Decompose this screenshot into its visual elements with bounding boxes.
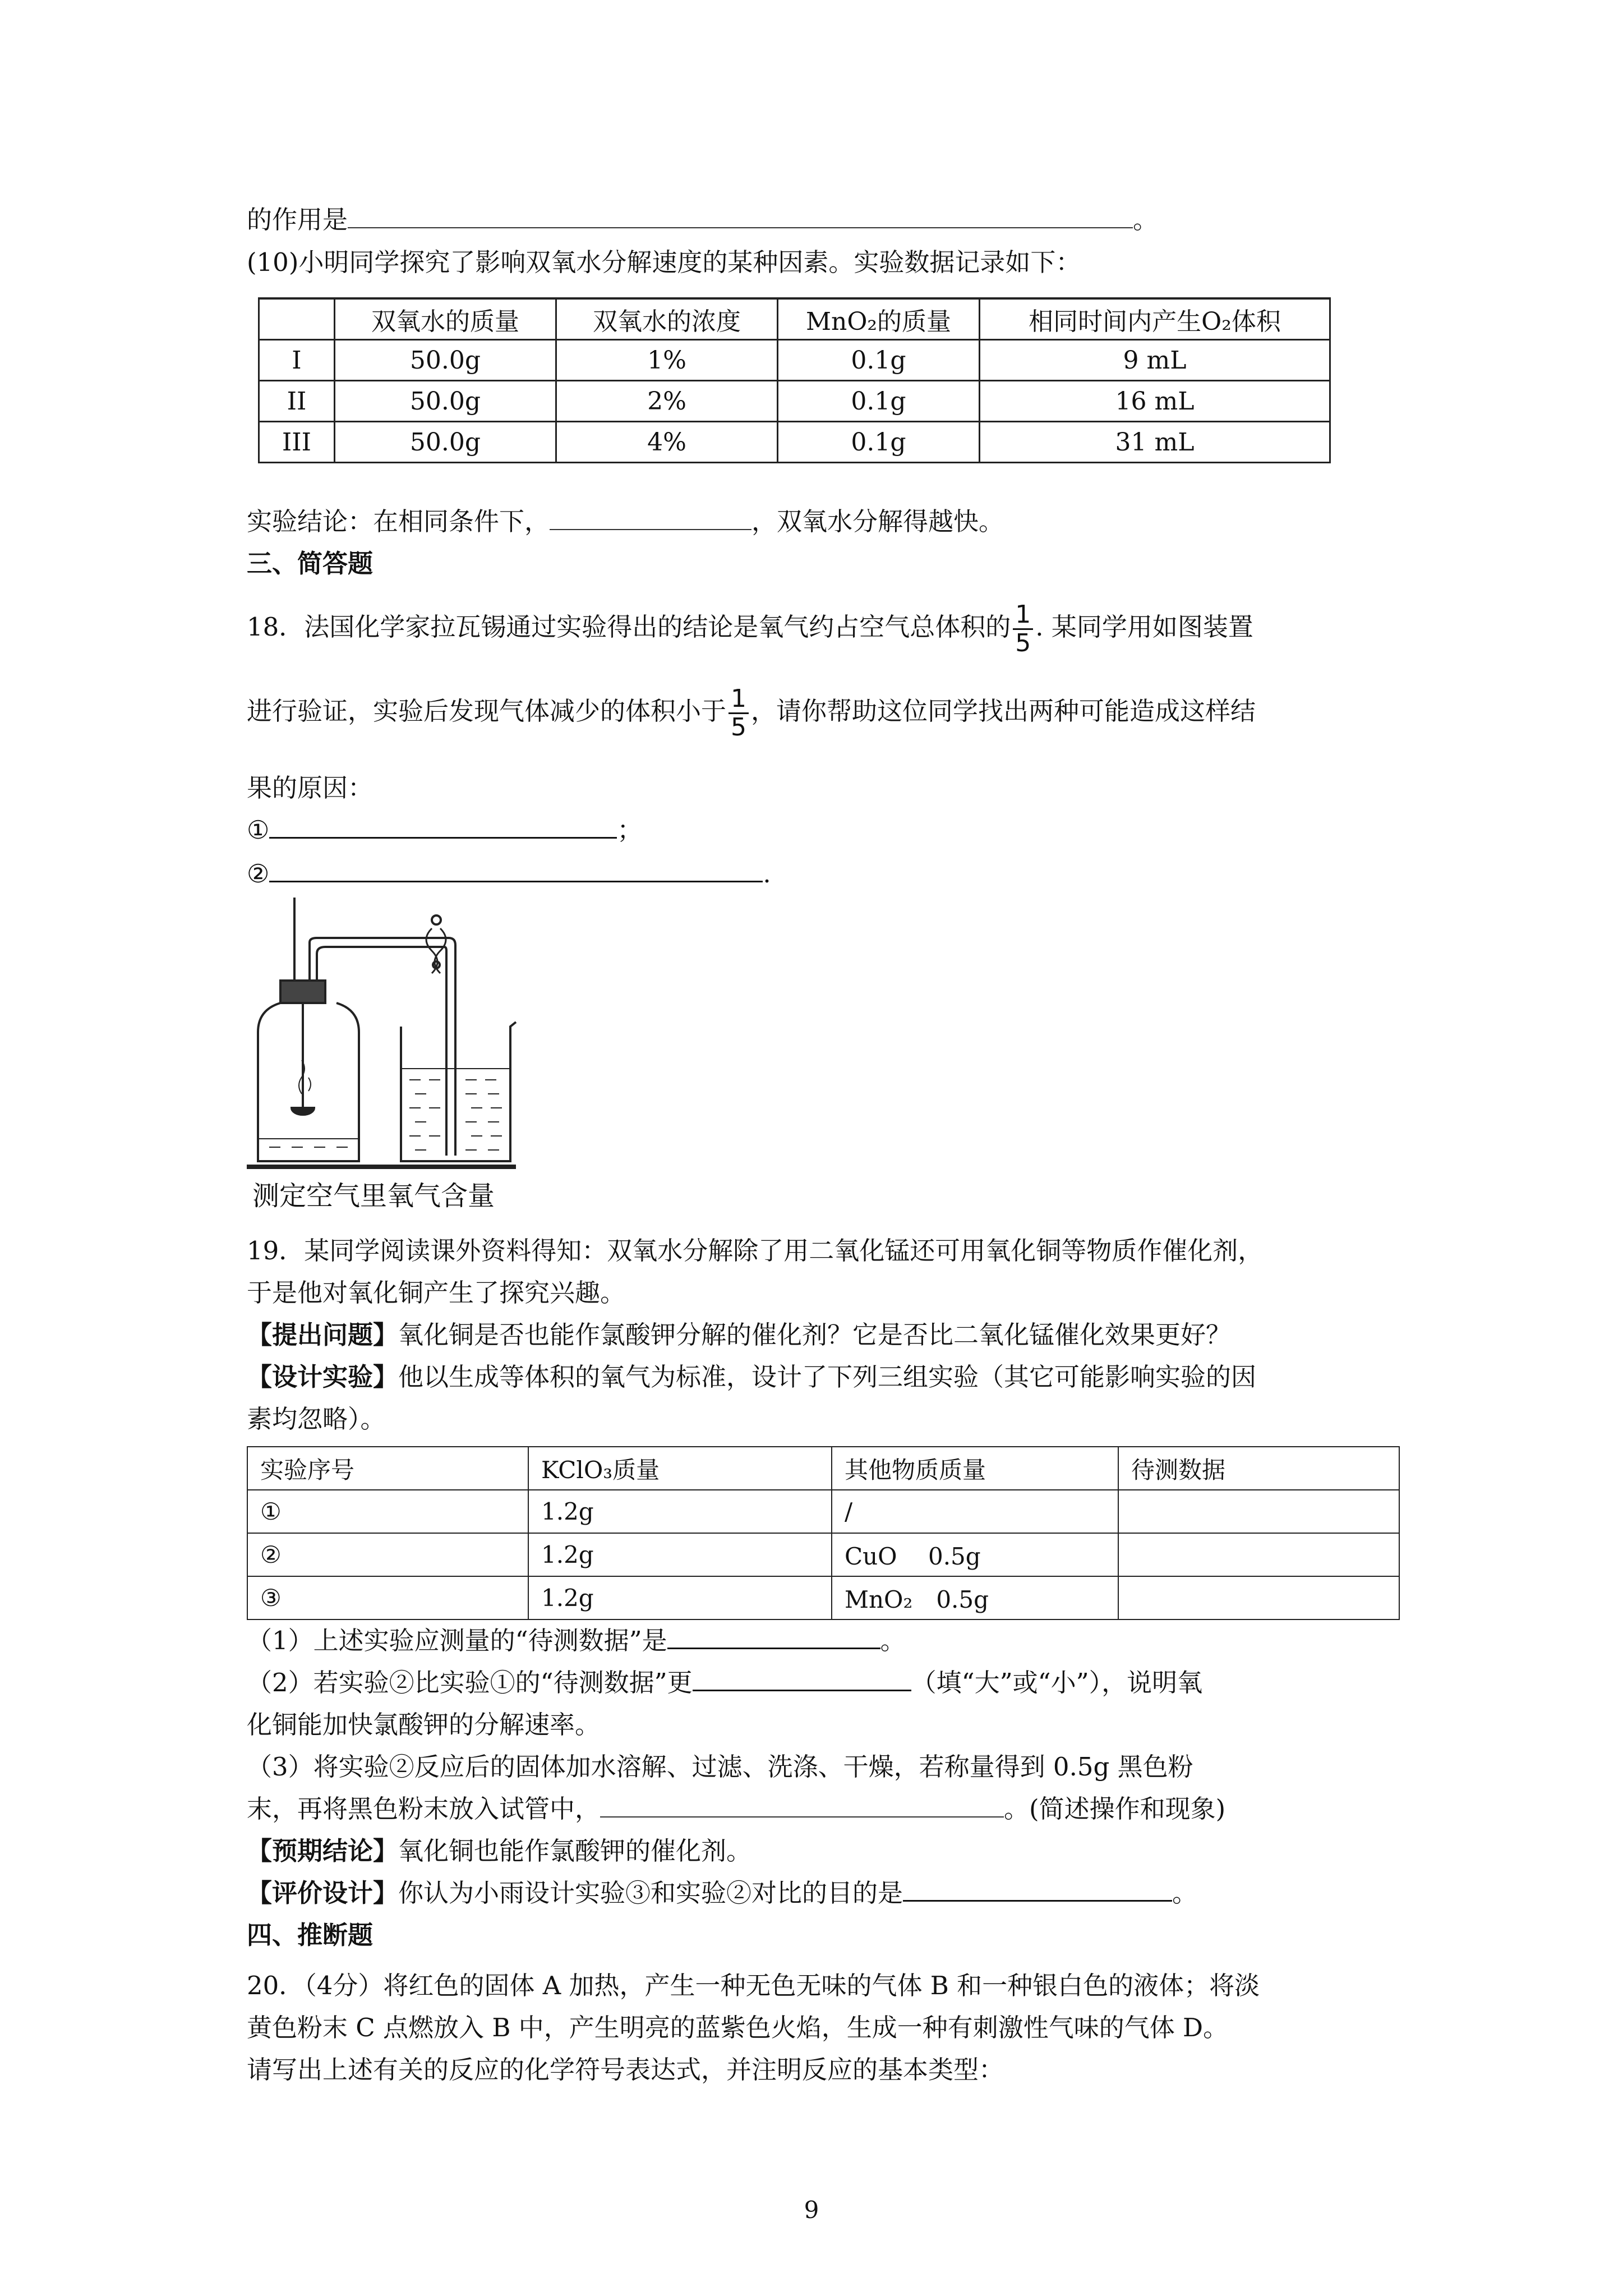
q9-answer-line <box>247 203 1158 237</box>
q18-line1 <box>247 600 1253 657</box>
table-cell[interactable] <box>1118 1576 1399 1619</box>
table-header-cell: KClO₃质量 <box>528 1447 832 1490</box>
table-row <box>247 1533 1399 1576</box>
q19-line2: 于是他对氧化铜产生了探究兴趣。 <box>247 1278 626 1308</box>
table-cell: 31 mL <box>980 422 1330 463</box>
page-number: 9 <box>804 2196 819 2224</box>
fraction-numerator: 1 <box>1013 601 1033 630</box>
table-cell: II <box>259 381 335 422</box>
q18-line1-suffix: . 某同学用如图装置 <box>1035 612 1253 642</box>
table-header-cell: 其他物质质量 <box>832 1447 1118 1490</box>
q18-line1-prefix: 18．法国化学家拉瓦锡通过实验得出的结论是氧气约占空气总体积的 <box>247 612 1011 642</box>
q19-sub3-line1: （3）将实验②反应后的固体加水溶解、过滤、洗涤、干燥，若称量得到 0.5g 黑色粉 <box>247 1752 1193 1782</box>
q19-eval-blank[interactable] <box>903 1876 1172 1902</box>
design-tag: 【设计实验】 <box>247 1362 399 1392</box>
q10-conclusion-suffix: ，双氧水分解得越快。 <box>751 507 1004 536</box>
q19-experiment-table <box>247 1446 1400 1620</box>
q19-eval <box>247 1876 1197 1910</box>
q19-sub1 <box>247 1624 906 1658</box>
table-cell: I <box>259 340 335 381</box>
fraction-numerator: 1 <box>728 685 749 714</box>
q19-design-line2: 素均忽略）。 <box>247 1404 386 1434</box>
table-cell: 9 mL <box>980 340 1330 381</box>
answer-marker: ① <box>247 815 270 845</box>
table-cell: 1.2g <box>528 1576 832 1619</box>
table-row <box>259 422 1330 463</box>
q19-expect <box>247 1834 751 1868</box>
sub1-prefix: （1）上述实验应测量的“待测数据”是 <box>247 1626 667 1655</box>
sub3-prefix: 末，再将黑色粉末放入试管中， <box>247 1794 601 1824</box>
table-cell: / <box>832 1490 1118 1533</box>
q19-ask <box>247 1318 1231 1352</box>
q20-line2: 黄色粉末 C 点燃放入 B 中，产生明亮的蓝紫色火焰，生成一种有刺激性气味的气体 D。 <box>247 2013 1229 2042</box>
table-cell: MnO₂ 0.5g <box>832 1576 1118 1619</box>
table-cell: CuO 0.5g <box>832 1533 1118 1576</box>
expect-text: 氧化铜也能作氯酸钾的催化剂。 <box>398 1836 752 1866</box>
table-header-cell: 双氧水的质量 <box>335 298 556 340</box>
q19-sub2-line2: 化铜能加快氯酸钾的分解速率。 <box>247 1710 601 1740</box>
q19-sub1-blank[interactable] <box>667 1624 880 1649</box>
table-cell[interactable] <box>1118 1533 1399 1576</box>
q19-sub2-blank[interactable] <box>693 1666 911 1691</box>
table-header-cell: 实验序号 <box>247 1447 528 1490</box>
table-cell: 4% <box>556 422 778 463</box>
oxygen-measurement-apparatus-figure <box>247 898 561 1212</box>
answer-marker: ② <box>247 859 270 889</box>
table-cell: 1.2g <box>528 1490 832 1533</box>
figure-caption: 测定空气里氧气含量 <box>252 1180 495 1212</box>
q20-line1: 20．（4分）将红色的固体 A 加热，产生一种无色无味的气体 B 和一种银白色的液体；将淡 <box>247 1971 1260 2000</box>
q19-line1: 19．某同学阅读课外资料得知：双氧水分解除了用二氧化锰还可用氧化铜等物质作催化剂， <box>247 1236 1264 1266</box>
expect-tag: 【预期结论】 <box>247 1836 399 1866</box>
table-row <box>247 1490 1399 1533</box>
q18-line2 <box>247 684 1256 742</box>
fraction-one-fifth <box>1013 601 1033 657</box>
table-header-cell: 待测数据 <box>1118 1447 1399 1490</box>
q20-line3: 请写出上述有关的反应的化学符号表达式，并注明反应的基本类型： <box>247 2055 1004 2085</box>
q18-answer-2 <box>247 857 771 891</box>
answer-end: . <box>763 859 771 889</box>
table-cell: 50.0g <box>335 340 556 381</box>
sub3-suffix: 。(简述操作和现象) <box>1004 1794 1226 1824</box>
q19-design <box>247 1360 1256 1394</box>
section4-title: 四、推断题 <box>247 1920 374 1950</box>
q18-answer-1 <box>247 813 642 847</box>
table-header-cell <box>259 298 335 340</box>
table-row <box>259 381 1330 422</box>
table-cell: 0.1g <box>778 340 980 381</box>
eval-suffix: 。 <box>1172 1878 1198 1908</box>
q18-blank-2[interactable] <box>269 857 763 882</box>
table-row <box>259 340 1330 381</box>
q10-data-table <box>258 297 1331 463</box>
q9-blank[interactable] <box>348 204 1133 228</box>
table-cell: ① <box>247 1490 528 1533</box>
q18-line2-prefix: 进行验证，实验后发现气体减少的体积小于 <box>247 696 727 726</box>
eval-tag: 【评价设计】 <box>247 1878 399 1908</box>
q9-prefix: 的作用是 <box>247 205 348 234</box>
table-cell: 1.2g <box>528 1533 832 1576</box>
table-cell: 16 mL <box>980 381 1330 422</box>
q19-sub3 <box>247 1792 1225 1826</box>
section3-title: 三、简答题 <box>247 549 374 578</box>
fraction-one-fifth <box>728 685 749 741</box>
table-cell: III <box>259 422 335 463</box>
table-cell: 50.0g <box>335 422 556 463</box>
table-cell: 2% <box>556 381 778 422</box>
q19-sub3-blank[interactable] <box>600 1793 1004 1818</box>
fraction-denominator: 5 <box>1015 629 1031 657</box>
q10-conclusion-blank[interactable] <box>550 505 751 530</box>
ask-text: 氧化铜是否也能作氯酸钾分解的催化剂？它是否比二氧化锰催化效果更好？ <box>398 1320 1232 1350</box>
table-header-row <box>259 298 1330 340</box>
q18-line3: 果的原因： <box>247 773 374 803</box>
fraction-denominator: 5 <box>731 713 747 742</box>
table-cell: 1% <box>556 340 778 381</box>
design-text: 他以生成等体积的氧气为标准，设计了下列三组实验（其它可能影响实验的因 <box>398 1362 1257 1392</box>
table-header-cell: 双氧水的浓度 <box>556 298 778 340</box>
q10-conclusion <box>247 505 1004 539</box>
table-row <box>247 1576 1399 1619</box>
sub2-prefix: （2）若实验②比实验①的“待测数据”更 <box>247 1668 693 1697</box>
table-header-row <box>247 1447 1399 1490</box>
table-cell: ③ <box>247 1576 528 1619</box>
eval-prefix: 你认为小雨设计实验③和实验②对比的目的是 <box>398 1878 903 1908</box>
q9-suffix: 。 <box>1133 205 1159 234</box>
table-cell: 0.1g <box>778 422 980 463</box>
sub2-suffix: （填“大”或“小”），说明氧 <box>911 1668 1203 1697</box>
q19-sub2 <box>247 1666 1202 1700</box>
table-cell: 0.1g <box>778 381 980 422</box>
table-cell: 50.0g <box>335 381 556 422</box>
answer-end: ； <box>617 815 643 845</box>
q18-line2-suffix: ，请你帮助这位同学找出两种可能造成这样结 <box>751 696 1256 726</box>
table-header-cell: MnO₂的质量 <box>778 298 980 340</box>
q10-conclusion-prefix: 实验结论：在相同条件下， <box>247 507 550 536</box>
sub1-suffix: 。 <box>880 1626 906 1655</box>
ask-tag: 【提出问题】 <box>247 1320 399 1350</box>
q10-intro: (10)小明同学探究了影响双氧水分解速度的某种因素。实验数据记录如下： <box>247 247 1081 277</box>
table-header-cell: 相同时间内产生O₂体积 <box>980 298 1330 340</box>
table-cell: ② <box>247 1533 528 1576</box>
table-cell[interactable] <box>1118 1490 1399 1533</box>
q18-blank-1[interactable] <box>269 813 617 839</box>
